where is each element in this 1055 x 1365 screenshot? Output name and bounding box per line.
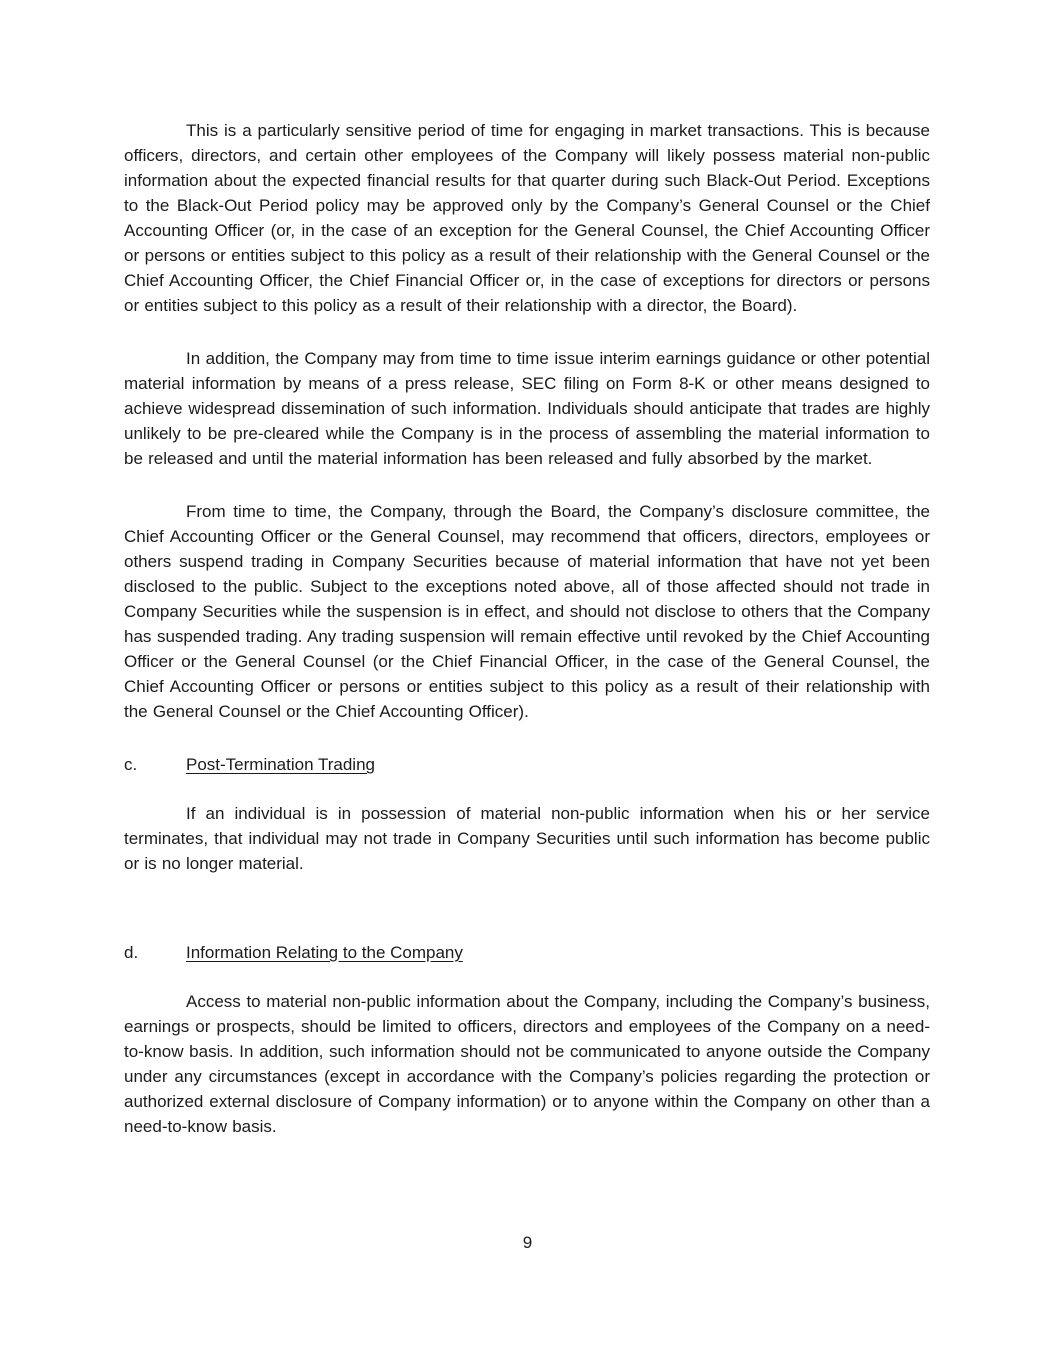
section-heading-post-termination-trading [124,752,930,777]
paragraph-interim-guidance: In addition, the Company may from time to time issue interim earnings guidance or other potential material information by means of a press release, SEC filing on Form 8-K or other means designed to achieve widespread dissemination of such information. Individuals should anticipate that trades are highly unlikely to be pre-cleared while the Company is in the process of assembling the material information to be released and until the material information has been released and fully absorbed by the market. [124,349,930,468]
section-title-post-termination-trading: Post-Termination Trading [186,755,375,774]
paragraph-trading-suspension: From time to time, the Company, through the Board, the Company’s disclosure committee, the Chief Accounting Officer or the General Counsel, may recommend that officers, directors, employees or others suspend trading in Company Securities because of material information that have not yet been disclosed to the public. Subject to the exceptions noted above, all of those affected should not trade in Company Securities while the suspension is in effect, and should not disclose to others that the Company has suspended trading. Any trading suspension will remain effective until revoked by the Chief Accounting Officer or the General Counsel (or the Chief Financial Officer, in the case of the General Counsel, the Chief Accounting Officer or persons or entities subject to this policy as a result of their relationship with the General Counsel or the Chief Accounting Officer). [124,502,930,721]
paragraph-blackout-period: This is a particularly sensitive period of time for engaging in market transactions. This is because officers, directors, and certain other employees of the Company will likely possess material non-public information about the expected financial results for that quarter during such Black-Out Period. Exceptions to the Black-Out Period policy may be approved only by the Company’s General Counsel or the Chief Accounting Officer (or, in the case of an exception for the General Counsel, the Chief Accounting Officer or persons or entities subject to this policy as a result of their relationship with the General Counsel or the Chief Accounting Officer, the Chief Financial Officer or, in the case of exceptions for directors or persons or entities subject to this policy as a result of their relationship with a director, the Board). [124,121,930,315]
section-label-c: c. [124,755,138,774]
paragraph-company-information-body: Access to material non-public information about the Company, including the Company’s business, earnings or prospects, should be limited to officers, directors and employees of the Company on a need-to-know basis. In addition, such information should not be communicated to anyone outside the Company under any circumstances (except in accordance with the Company’s policies regarding the protection or authorized external disclosure of Company information) or to anyone within the Company on other than a need-to-know basis. [124,992,930,1136]
section-title-information-relating-to-company: Information Relating to the Company [186,943,463,962]
document-content [124,118,930,1167]
section-heading-information-relating-to-company [124,940,930,965]
paragraph-post-termination-body: If an individual is in possession of material non-public information when his or her service terminates, that individual may not trade in Company Securities until such information has become public or is no longer material. [124,804,930,873]
page-number: 9 [522,1233,533,1252]
section-label-d: d. [124,943,139,962]
